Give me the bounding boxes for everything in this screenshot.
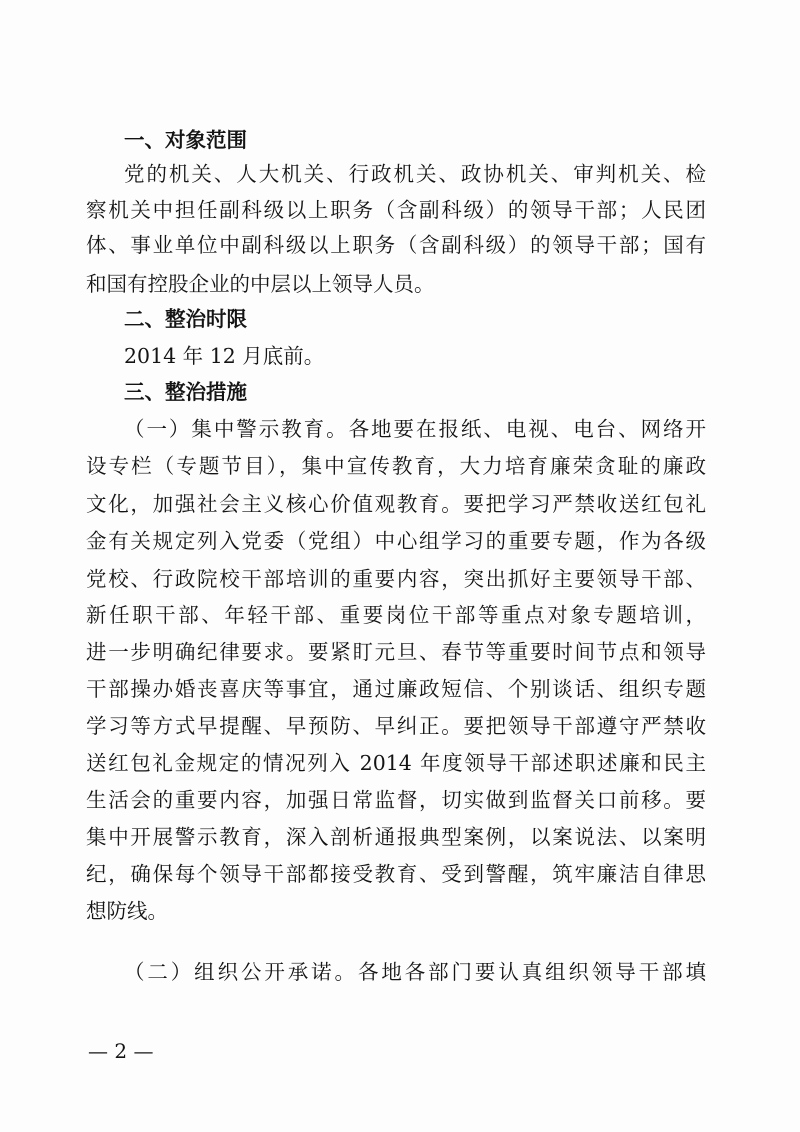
paragraph-line: 体、事业单位中副科级以上职务（含副科级）的领导干部；国有 bbox=[86, 233, 706, 257]
paragraph-line: 生活会的重要内容，加强日常监督，切实做到监督关口前移。要 bbox=[86, 788, 706, 812]
paragraph-line: 送红包礼金规定的情况列入 2014 年度领导干部述职述廉和民主 bbox=[86, 751, 706, 775]
paragraph-line: 集中开展警示教育，深入剖析通报典型案例，以案说法、以案明 bbox=[86, 825, 706, 849]
paragraph-line: 干部操办婚丧喜庆等事宜，通过廉政短信、个别谈话、组织专题 bbox=[86, 677, 706, 701]
paragraph-line: 和国有控股企业的中层以上领导人员。 bbox=[86, 272, 435, 296]
paragraph-line: 党的机关、人大机关、行政机关、政协机关、审判机关、检 bbox=[124, 162, 706, 186]
paragraph-line: 学习等方式早提醒、早预防、早纠正。要把领导干部遵守严禁收 bbox=[86, 714, 706, 738]
section-heading-measures: 三、整治措施 bbox=[124, 380, 247, 404]
paragraph-line: 金有关规定列入党委（党组）中心组学习的重要专题，作为各级 bbox=[86, 529, 706, 553]
paragraph-line: 纪，确保每个领导干部都接受教育、受到警醒，筑牢廉洁自律思 bbox=[86, 862, 706, 886]
paragraph-line: 设专栏（专题节目），集中宣传教育，大力培育廉荣贪耻的廉政 bbox=[86, 454, 706, 478]
paragraph-line: 察机关中担任副科级以上职务（含副科级）的领导干部；人民团 bbox=[86, 198, 706, 222]
paragraph-line: （一）集中警示教育。各地要在报纸、电视、电台、网络开 bbox=[124, 417, 706, 441]
paragraph-line: 想防线。 bbox=[86, 899, 168, 923]
section-heading-scope: 一、对象范围 bbox=[124, 128, 247, 152]
paragraph-line: 进一步明确纪律要求。要紧盯元旦、春节等重要时间节点和领导 bbox=[86, 640, 706, 664]
paragraph-line: 2014 年 12 月底前。 bbox=[124, 344, 325, 368]
paragraph-line: 党校、行政院校干部培训的重要内容，突出抓好主要领导干部、 bbox=[86, 567, 706, 591]
paragraph-line: 文化，加强社会主义核心价值观教育。要把学习严禁收送红包礼 bbox=[86, 492, 706, 516]
page-number: — 2 — bbox=[88, 1039, 154, 1063]
paragraph-line: 新任职干部、年轻干部、重要岗位干部等重点对象专题培训， bbox=[86, 603, 706, 627]
section-heading-time-limit: 二、整治时限 bbox=[124, 307, 247, 331]
paragraph-line: （二）组织公开承诺。各地各部门要认真组织领导干部填 bbox=[124, 960, 706, 984]
